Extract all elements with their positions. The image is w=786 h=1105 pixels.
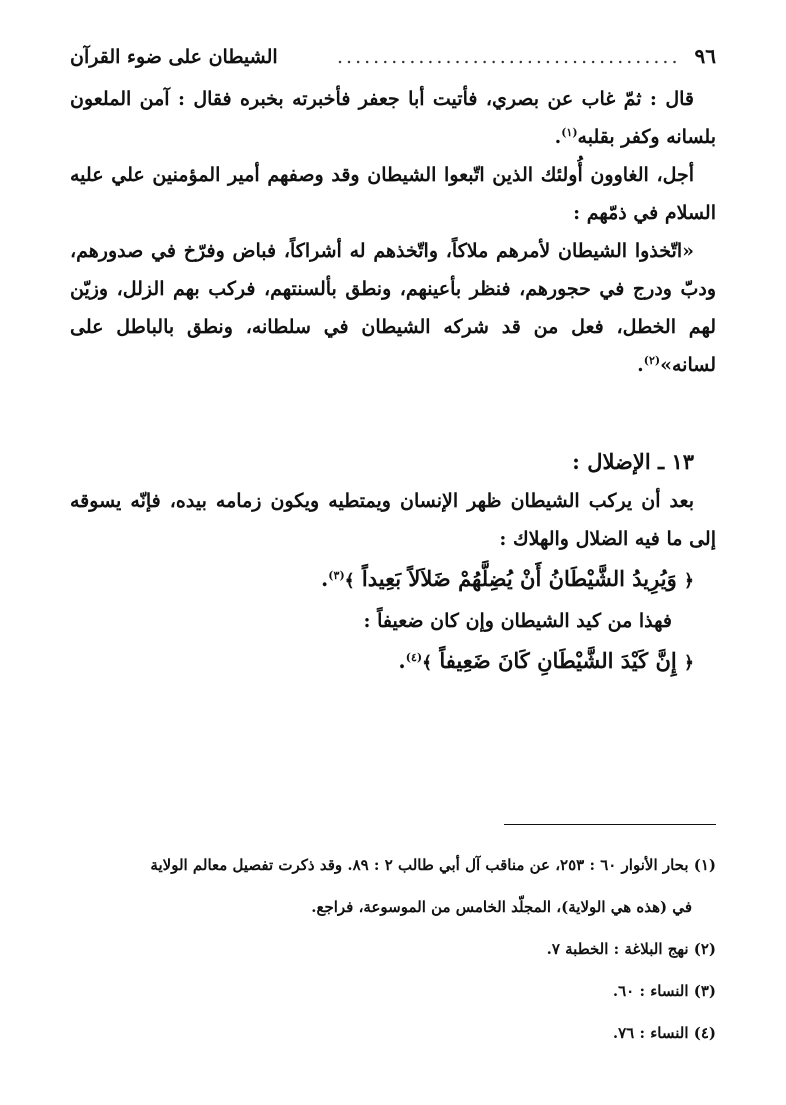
footnote-ref-2[interactable]: (٢) [643,354,661,367]
section-body-text: بعد أن يركب الشيطان ظهر الإنسان ويمتطيه ويكون زمامه بيده، فإنّه يسوقه إلى ما فيه الضلال والهلاك : [70,490,716,550]
verse-close-bracket: ﴾ [344,571,355,591]
verse-close-bracket: ﴾ [422,653,433,673]
paragraph-2 [70,156,716,232]
section-body [70,482,716,558]
footnote-1 [70,844,716,928]
footnote-2: (٢) نهج البلاغة : الخطبة ٧. [546,940,716,958]
footnote-ref-3[interactable]: (٣) [328,569,345,582]
paragraph-3-quote: «اتّخذوا الشيطان لأمرهم ملاكاً، واتّخذهم له أشراكاً، فباض وفرّخ في صدورهم، ودبّ ودرج في حجورهم، فنظر بأعينهم، ونطق بألسنتهم، فركب بهم الزلل، وزيّن لهم الخطل، فعل من قد شركه الشيطان في سلطانه، ونطق بالباطل على لسانه»$^{(٢)}$. [70,240,716,376]
verse-open-bracket: ﴿ [684,571,694,591]
paragraph-2-text: أجل، الغاوون أُولئك الذين اتّبعوا الشيطان وقد وصفهم أمير المؤمنين علي عليه السلام في ذمّهم : [70,164,716,224]
footnote-3: (٣) النساء : ٦٠. [612,982,716,1000]
middle-line: فهذا من كيد الشيطان وإن كان ضعيفاً : [363,610,672,632]
paragraph-1-text: قال : ثمّ غاب عن بصري، فأتيت أبا جعفر فأخبرته بخبره فقال : آمن الملعون بلسانه وكفر بقلبه [70,88,716,148]
verse-2-text: إِنَّ كَيْدَ الشَّيْطَانِ كَانَ ضَعِيفاً [432,648,685,673]
footnotes [70,844,716,1054]
verse-open-bracket: ﴿ [684,653,694,673]
quran-verse-1: ﴿ وَيُرِيدُ الشَّيْطَانُ أَنْ يُضِلَّهُمْ ضَلاَلاً بَعِيداً ﴾$^{(٣)}$. [320,566,694,591]
page-number: ٩٦ [694,44,716,68]
verse-1-text: وَيُرِيدُ الشَّيْطَانُ أَنْ يُضِلَّهُمْ ضَلاَلاً بَعِيداً [354,566,685,591]
running-title: الشيطان على ضوء القرآن [70,46,278,68]
footnote-separator [504,824,716,825]
paragraph-3-text: «اتّخذوا الشيطان لأمرهم ملاكاً، واتّخذهم له أشراكاً، فباض وفرّخ في صدورهم، ودبّ ودرج في حجورهم، فنظر بأعينهم، ونطق بألسنتهم، فركب بهم الزلل، وزيّن لهم الخطل، فعل من قد شركه الشيطان في سلطانه، ونطق بالباطل على لسانه» [70,240,716,376]
footnote-ref-4[interactable]: (٤) [405,651,423,664]
quran-verse-2: ﴿ إِنَّ كَيْدَ الشَّيْطَانِ كَانَ ضَعِيفاً ﴾$^{(٤)}$. [398,648,694,673]
footnote-1-line2: في (هذه هي الولاية)، المجلّد الخامس من الموسوعة، فراجع. [311,898,692,916]
paragraph-1: قال : ثمّ غاب عن بصري، فأتيت أبا جعفر فأخبرته بخبره فقال : آمن الملعون بلسانه وكفر بقلبه$^{(١)}$. [70,88,716,148]
footnote-ref-1[interactable]: (١) [561,126,578,139]
header-leader-dots: ...................................... [337,46,681,68]
page-header [70,44,716,74]
footnote-1-line1: (١) بحار الأنوار ٦٠ : ٢٥٣، عن مناقب آل أبي طالب ٢ : ٨٩. وقد ذكرت تفصيل معالم الولاية [150,856,716,874]
footnote-4: (٤) النساء : ٧٦. [612,1024,716,1042]
book-page [70,44,716,1042]
section-heading: ١٣ ـ الإضلال : [572,449,694,474]
